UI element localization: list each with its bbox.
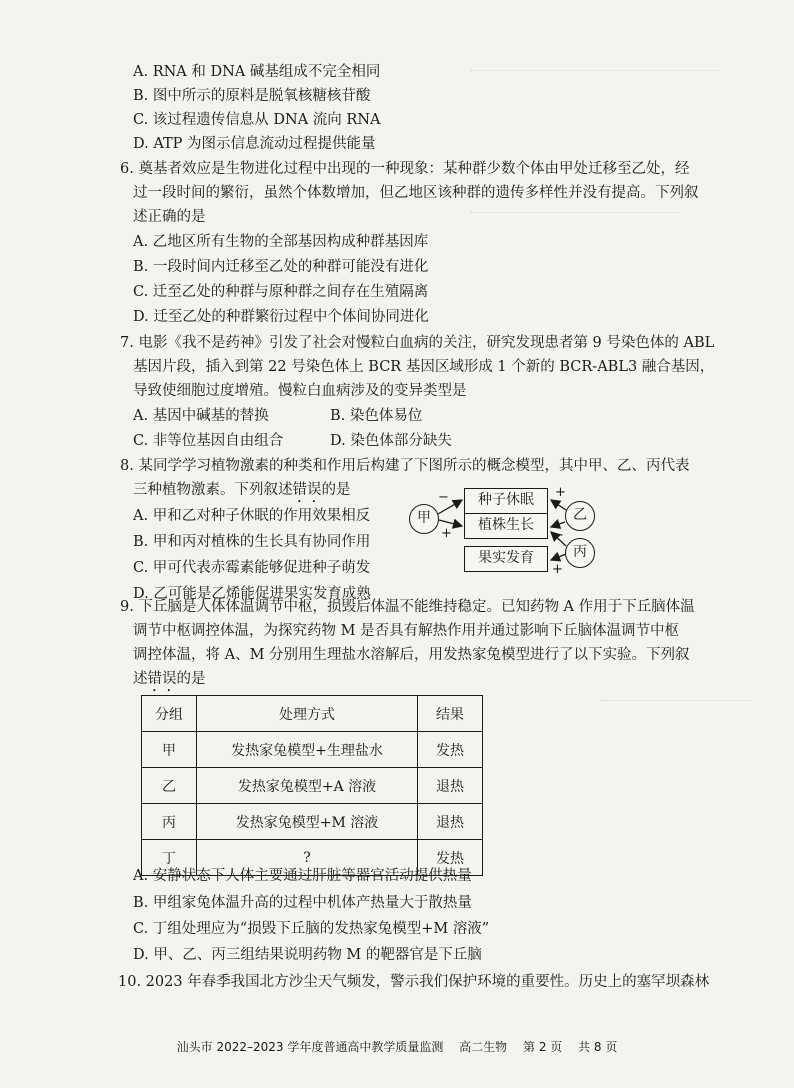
q9-stem-line: 调控体温，将 A、M 分别用生理盐水溶解后，用发热家兔模型进行了以下实验。下列叙 xyxy=(133,647,690,663)
table-row xyxy=(142,804,483,840)
plus-sign: + xyxy=(552,562,563,577)
q9-option-c: C. 丁组处理应为“损毁下丘脑的发热家兔模型+M 溶液” xyxy=(133,921,490,937)
box-seed-dormancy: 种子休眠 xyxy=(464,488,548,514)
page-footer xyxy=(0,1038,794,1055)
q6-option-c: C. 迁至乙处的种群与原种群之间存在生殖隔离 xyxy=(133,284,429,300)
footer-exam-title: 汕头市 2022–2023 学年度普通高中教学质量监测 xyxy=(176,1040,444,1054)
q8-stem-text: 三种植物激素。下列叙述 xyxy=(133,482,293,498)
plus-sign: + xyxy=(555,485,566,500)
q10-stem-line: 10. 2023 年春季我国北方沙尘天气频发，警示我们保护环境的重要性。历史上的塞罕坝森林 xyxy=(118,974,710,990)
q8-option-a: A. 甲和乙对种子休眠的作用效果相反 xyxy=(133,508,371,524)
q8-option-b: B. 甲和丙对植株的生长具有协同作用 xyxy=(133,534,371,550)
table-cell: 丁 xyxy=(142,840,197,876)
q8-option-c: C. 甲可代表赤霉素能够促进种子萌发 xyxy=(133,560,371,576)
footer-subject: 高二生物 xyxy=(459,1040,508,1054)
q7-option-d: D. 染色体部分缺失 xyxy=(330,433,452,449)
q7-option-c: C. 非等位基因自由组合 xyxy=(133,433,284,449)
q7-stem-line: 导致使细胞过度增殖。慢粒白血病涉及的变异类型是 xyxy=(133,383,467,399)
table-cell: 退热 xyxy=(418,768,483,804)
q6-stem-line: 过一段时间的繁衍，虽然个体数增加，但乙地区该种群的遗传多样性并没有提高。下列叙 xyxy=(133,185,699,201)
table-header: 处理方式 xyxy=(197,696,418,732)
bleed-through-block xyxy=(600,700,750,851)
plus-sign: + xyxy=(441,526,452,541)
q6-option-a: A. 乙地区所有生物的全部基因构成种群基因库 xyxy=(133,234,429,250)
footer-page-number: 第 2 页 xyxy=(523,1040,563,1054)
table-cell: 发热家兔模型+M 溶液 xyxy=(197,804,418,840)
table-cell: 退热 xyxy=(418,804,483,840)
q9-stem-line: 调节中枢调控体温，为探究药物 M 是否具有解热作用并通过影响下丘脑体温调节中枢 xyxy=(133,623,680,639)
table-cell: 丙 xyxy=(142,804,197,840)
hormone-bing-circle: 丙 xyxy=(565,538,595,568)
q7-stem-line: 7. 电影《我不是药神》引发了社会对慢粒白血病的关注，研究发现患者第 9 号染色体的 ABL xyxy=(120,335,715,351)
q5-option-c: C. 该过程遗传信息从 DNA 流向 RNA xyxy=(133,112,381,128)
q9-option-d: D. 甲、乙、丙三组结果说明药物 M 的靶器官是下丘脑 xyxy=(133,947,482,963)
footer-total-pages: 共 8 页 xyxy=(578,1040,618,1054)
minus-sign: − xyxy=(438,490,449,505)
q9-stem-line: 9. 下丘脑是人体体温调节中枢，损毁后体温不能维持稳定。已知药物 A 作用于下丘脑体温 xyxy=(120,599,695,615)
q9-stem-line-4 xyxy=(133,669,206,695)
q9-stem-emphasis: 错误 xyxy=(147,671,177,687)
bing-to-fruit-arrow xyxy=(551,554,566,560)
box-plant-growth: 植株生长 xyxy=(464,513,548,539)
q9-option-a: A. 安静状态下人体主要通过肝脏等器官活动提供热量 xyxy=(133,868,472,884)
q9-results-table xyxy=(141,695,483,876)
q9-stem-text: 述 xyxy=(133,671,148,687)
q5-option-a: A. RNA 和 DNA 碱基组成不完全相同 xyxy=(133,64,381,80)
q7-option-b: B. 染色体易位 xyxy=(330,408,423,424)
q6-option-d: D. 迁至乙处的种群繁衍过程中个体间协同进化 xyxy=(133,309,429,325)
q8-stem-line-2 xyxy=(133,480,351,506)
hormone-jia-circle: 甲 xyxy=(409,504,439,534)
table-cell: 发热 xyxy=(418,840,483,876)
table-row xyxy=(142,768,483,804)
table-header-row xyxy=(142,696,483,732)
bleed-through-block xyxy=(470,70,720,121)
q9-option-b: B. 甲组家兔体温升高的过程中机体产热量大于散热量 xyxy=(133,895,472,911)
q8-stem-emphasis: 错误 xyxy=(292,482,322,498)
table-cell: ? xyxy=(197,840,418,876)
table-cell: 发热家兔模型+生理盐水 xyxy=(197,732,418,768)
q8-stem-tail: 的是 xyxy=(321,482,351,498)
hormone-yi-circle: 乙 xyxy=(565,501,595,531)
table-cell: 发热 xyxy=(418,732,483,768)
table-cell: 发热家兔模型+A 溶液 xyxy=(197,768,418,804)
q9-stem-tail: 的是 xyxy=(176,671,206,687)
q6-option-b: B. 一段时间内迁移至乙处的种群可能没有进化 xyxy=(133,259,429,275)
table-header: 结果 xyxy=(418,696,483,732)
box-fruit-development: 果实发育 xyxy=(464,546,548,572)
hormone-concept-diagram xyxy=(405,482,605,582)
q5-option-b: B. 图中所示的原料是脱氧核糖核苷酸 xyxy=(133,88,371,104)
bleed-through-block xyxy=(470,212,680,283)
q7-stem-line: 基因片段，插入到第 22 号染色体上 BCR 基因区域形成 1 个新的 BCR-ABL3 融合基因， xyxy=(133,359,715,375)
q6-stem-line: 6. 奠基者效应是生物进化过程中出现的一种现象：某种群少数个体由甲处迁移至乙处，经 xyxy=(120,161,690,177)
q8-stem-line: 8. 某同学学习植物激素的种类和作用后构建了下图所示的概念模型，其中甲、乙、丙代表 xyxy=(120,458,690,474)
yi-to-growth-arrow xyxy=(551,522,565,527)
yi-to-dormancy-arrow xyxy=(551,500,566,510)
minus-sign: − xyxy=(553,528,564,543)
q7-option-a: A. 基因中碱基的替换 xyxy=(133,408,269,424)
table-header: 分组 xyxy=(142,696,197,732)
table-row xyxy=(142,732,483,768)
q8-option-d: D. 乙可能是乙烯能促进果实发育成熟 xyxy=(133,586,371,602)
table-cell: 甲 xyxy=(142,732,197,768)
q5-option-d: D. ATP 为图示信息流动过程提供能量 xyxy=(133,136,376,152)
q6-stem-line: 述正确的是 xyxy=(133,209,206,225)
table-cell: 乙 xyxy=(142,768,197,804)
